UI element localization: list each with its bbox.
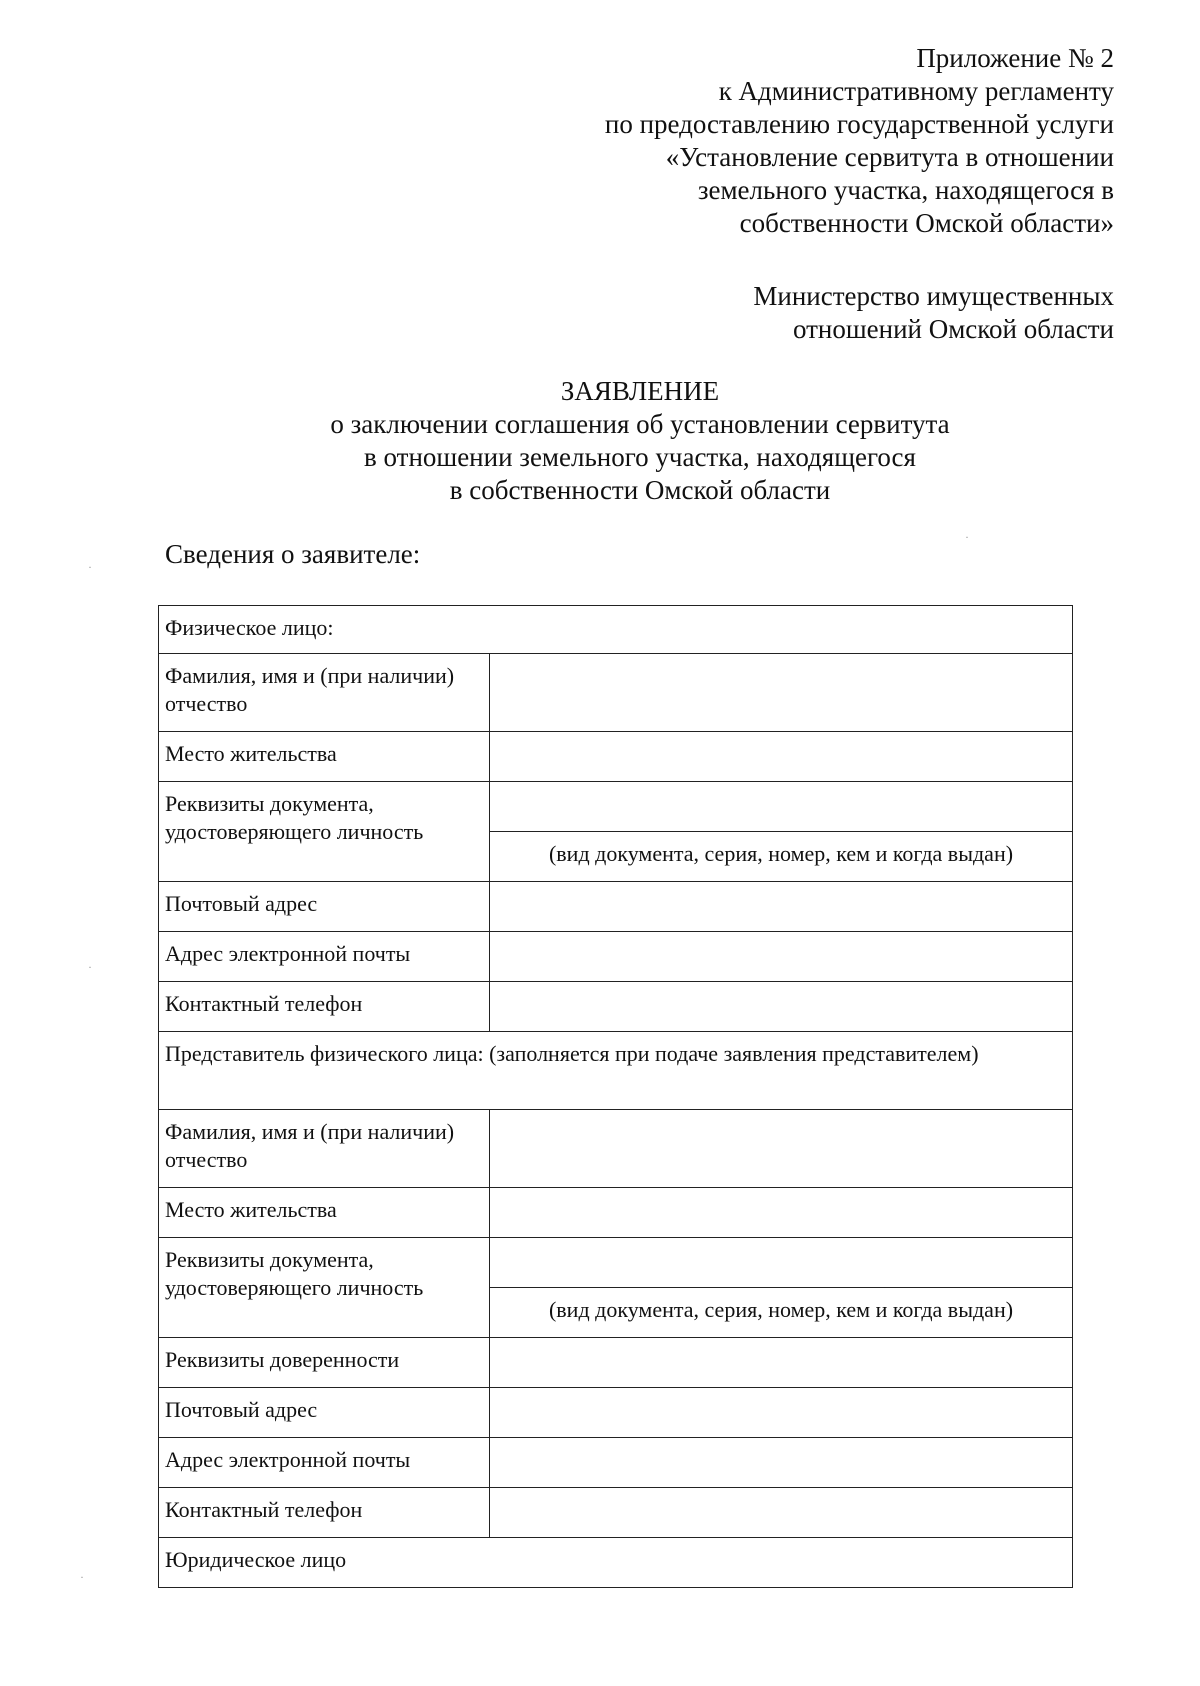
representative-section-header: Представитель физического лица: (заполняется при подаче заявления представителем) (159, 1032, 1073, 1110)
appendix-header (605, 42, 1114, 240)
appendix-line: собственности Омской области» (739, 208, 1114, 238)
appendix-line: земельного участка, находящегося в (697, 175, 1114, 205)
individual-postal-address-field[interactable] (490, 882, 1073, 932)
title-heading: ЗАЯВЛЕНИЕ (560, 376, 720, 406)
legal-entity-section-header: Юридическое лицо (159, 1538, 1073, 1588)
individual-residence-label: Место жительства (159, 732, 490, 782)
individual-residence-field[interactable] (490, 732, 1073, 782)
scan-speck: · (965, 530, 969, 544)
individual-email-field[interactable] (490, 932, 1073, 982)
scan-speck: · (80, 1570, 84, 1584)
representative-id-document-field[interactable] (490, 1238, 1073, 1288)
applicant-caption: Сведения о заявителе: (165, 539, 421, 569)
applicant-form-table (158, 605, 1073, 1588)
individual-postal-address-label: Почтовый адрес (159, 882, 490, 932)
representative-email-label: Адрес электронной почты (159, 1438, 490, 1488)
representative-postal-address-field[interactable] (490, 1388, 1073, 1438)
title-line: в отношении земельного участка, находящегося (364, 442, 916, 472)
individual-id-document-label: Реквизиты документа, удостоверяющего личность (159, 782, 490, 882)
individual-full-name-field[interactable] (490, 654, 1073, 732)
representative-phone-label: Контактный телефон (159, 1488, 490, 1538)
addressee (753, 280, 1114, 346)
individual-full-name-label: Фамилия, имя и (при наличии) отчество (159, 654, 490, 732)
addressee-line: Министерство имущественных (753, 281, 1114, 311)
scan-speck: · (88, 960, 92, 974)
representative-residence-field[interactable] (490, 1188, 1073, 1238)
appendix-line: Приложение № 2 (916, 43, 1114, 73)
title-line: о заключении соглашения об установлении сервитута (330, 409, 950, 439)
individual-id-document-hint: (вид документа, серия, номер, кем и когда выдан) (490, 832, 1073, 882)
individual-email-label: Адрес электронной почты (159, 932, 490, 982)
representative-power-of-attorney-label: Реквизиты доверенности (159, 1338, 490, 1388)
representative-phone-field[interactable] (490, 1488, 1073, 1538)
representative-id-document-hint: (вид документа, серия, номер, кем и когда выдан) (490, 1288, 1073, 1338)
scan-speck: · (88, 560, 92, 574)
individual-phone-label: Контактный телефон (159, 982, 490, 1032)
individual-section-header: Физическое лицо: (159, 606, 1073, 654)
representative-power-of-attorney-field[interactable] (490, 1338, 1073, 1388)
representative-email-field[interactable] (490, 1438, 1073, 1488)
title-line: в собственности Омской области (449, 475, 831, 505)
individual-phone-field[interactable] (490, 982, 1073, 1032)
representative-full-name-label: Фамилия, имя и (при наличии) отчество (159, 1110, 490, 1188)
appendix-line: к Административному регламенту (718, 76, 1114, 106)
appendix-line: по предоставлению государственной услуги (604, 109, 1114, 139)
representative-residence-label: Место жительства (159, 1188, 490, 1238)
document-title (0, 375, 1200, 507)
individual-id-document-field[interactable] (490, 782, 1073, 832)
addressee-line: отношений Омской области (792, 314, 1114, 344)
appendix-line: «Установление сервитута в отношении (665, 142, 1114, 172)
representative-postal-address-label: Почтовый адрес (159, 1388, 490, 1438)
representative-full-name-field[interactable] (490, 1110, 1073, 1188)
representative-id-document-label: Реквизиты документа, удостоверяющего личность (159, 1238, 490, 1338)
